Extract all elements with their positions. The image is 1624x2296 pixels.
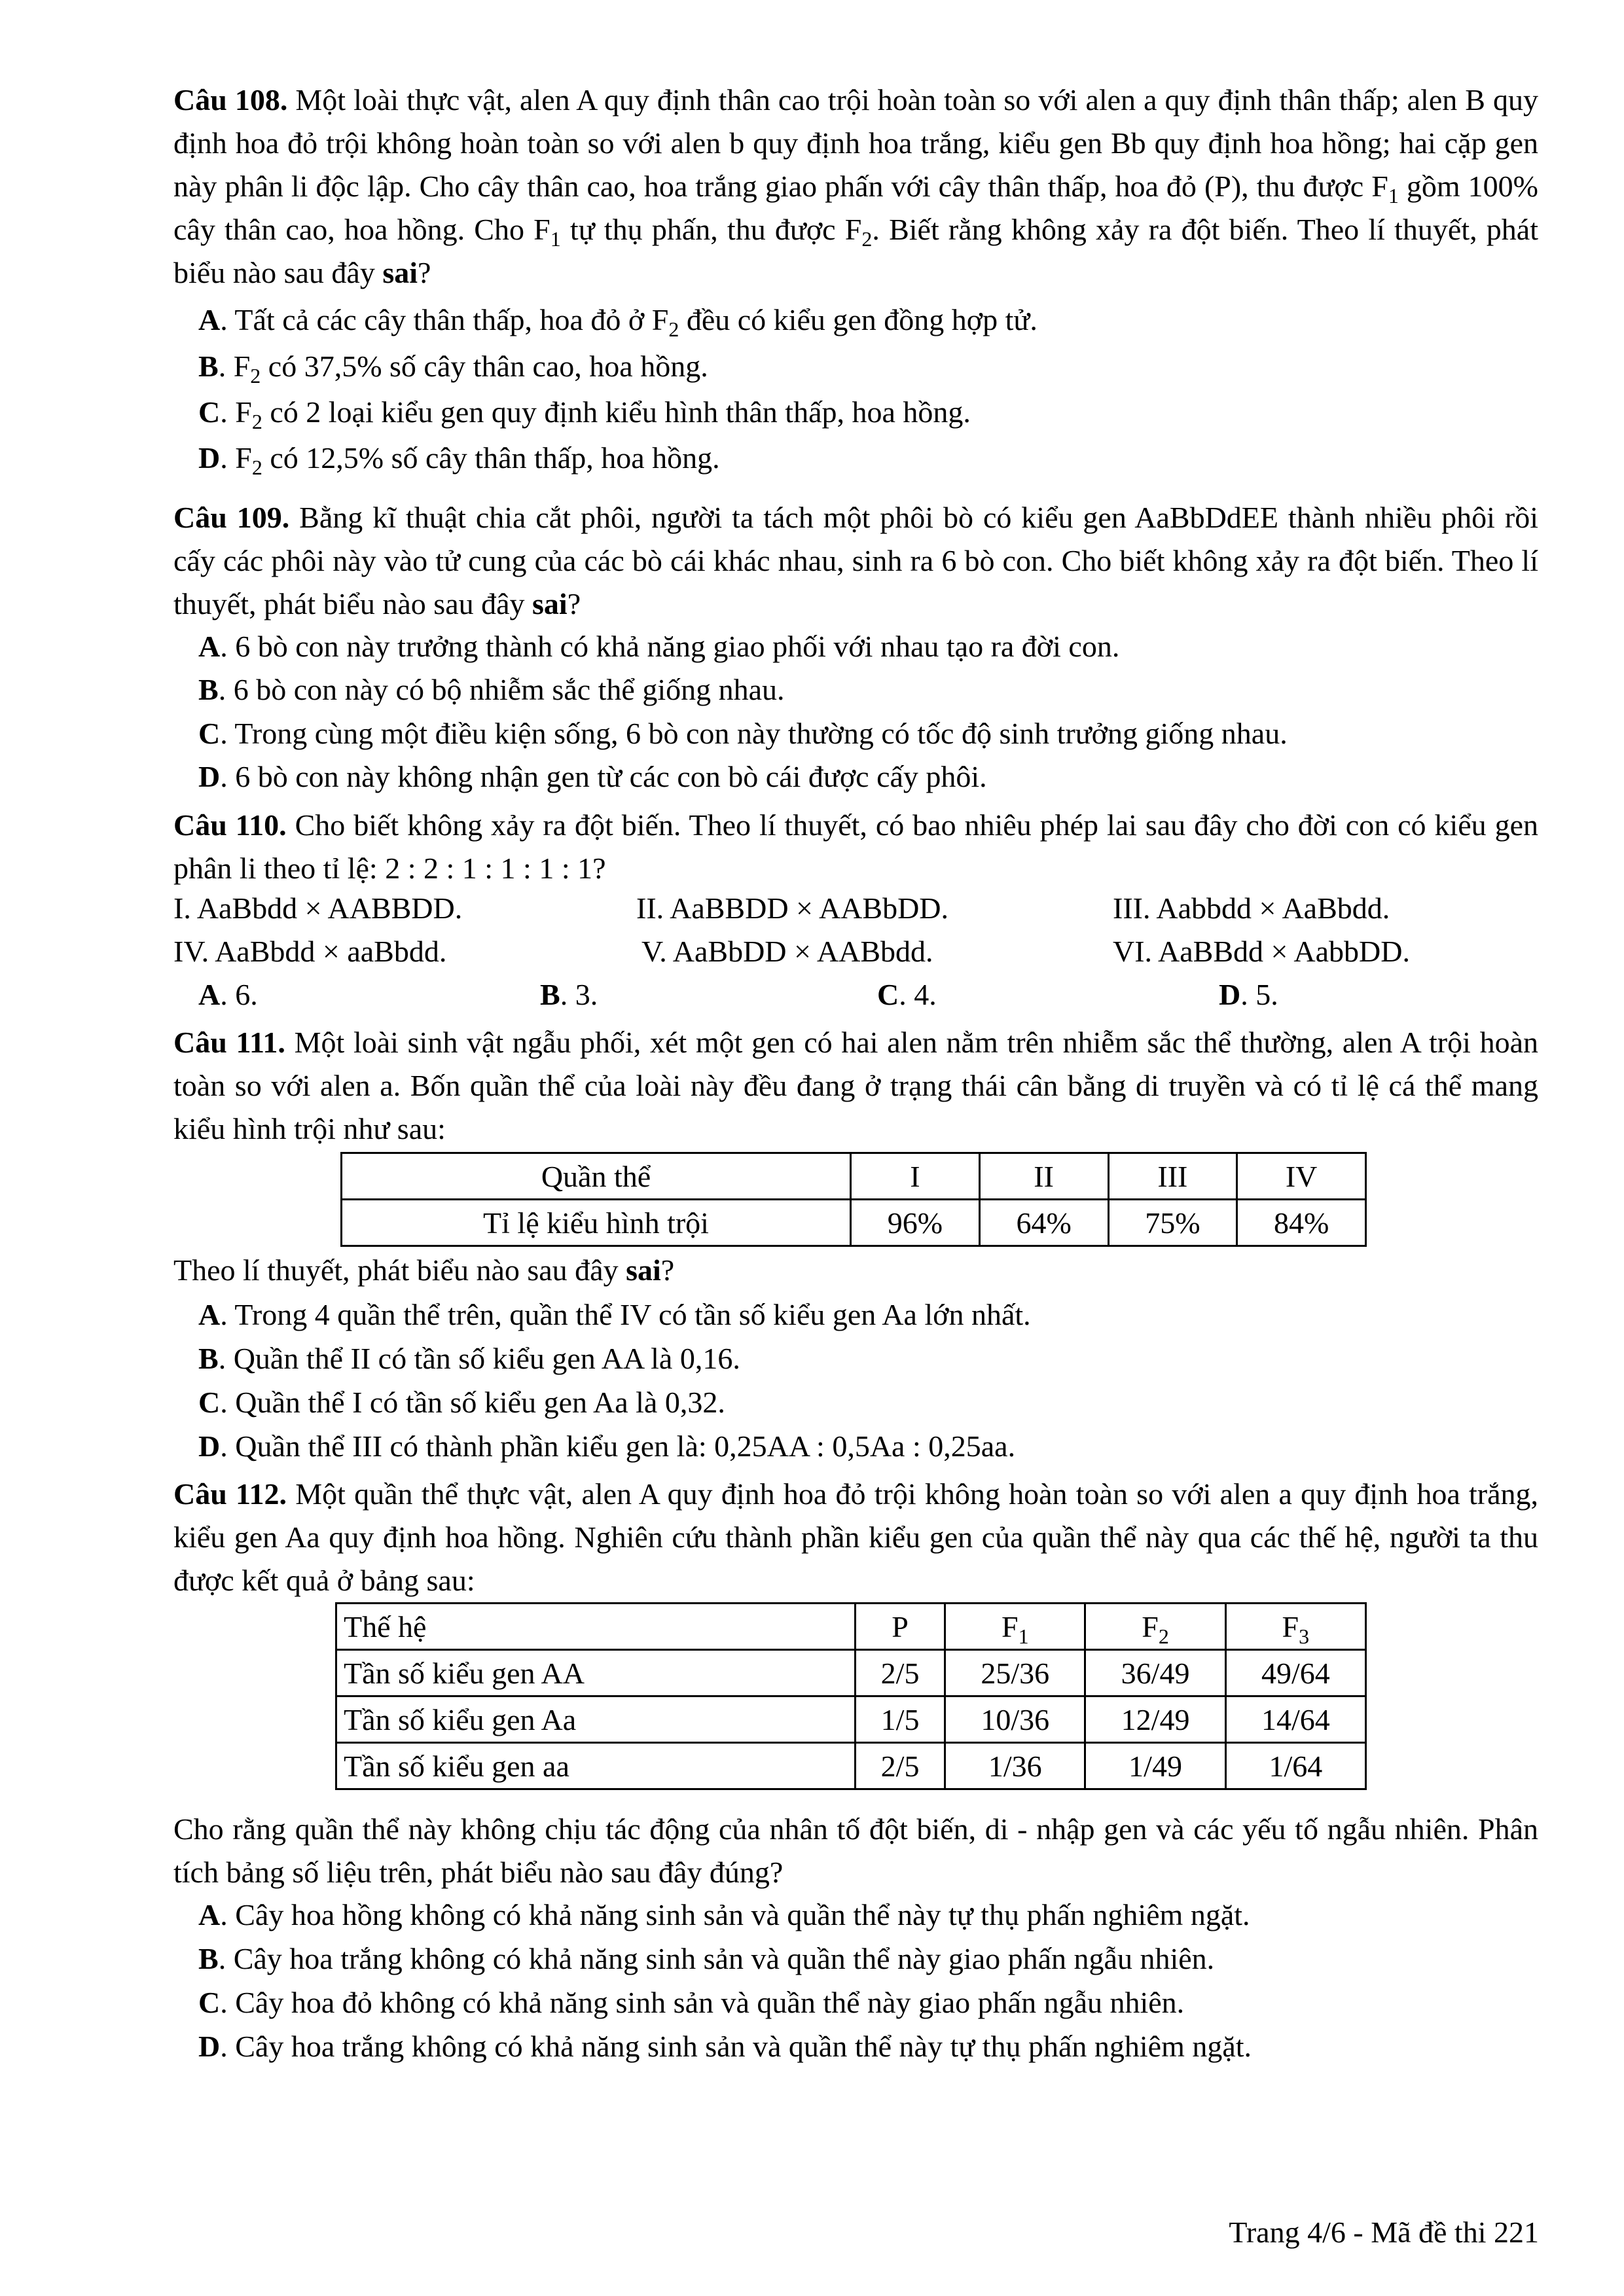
question-110-option-d[interactable] <box>1219 973 1278 1016</box>
option-text: . Quần thể I có tần số kiểu gen Aa là 0,32. <box>220 1386 725 1419</box>
cross-4: IV. AaBbdd × aaBbdd. <box>173 935 447 968</box>
option-letter: D <box>198 1429 221 1463</box>
subscript: 2 <box>251 410 262 433</box>
question-108-option-d[interactable] <box>198 437 720 480</box>
question-111-stem <box>173 1021 1538 1151</box>
option-text-2: đều có kiểu gen đồng hợp tử. <box>679 303 1038 336</box>
table-cell: 10/36 <box>945 1696 1085 1743</box>
option-letter: B <box>540 978 560 1011</box>
header-f: F <box>1001 1609 1019 1643</box>
question-111-option-c[interactable] <box>198 1381 725 1424</box>
table-header-cell: P <box>856 1604 945 1650</box>
question-109-option-d[interactable] <box>198 755 987 798</box>
option-letter: C <box>877 978 899 1011</box>
question-110-option-c[interactable] <box>877 973 937 1016</box>
option-text: . Tất cả các cây thân thấp, hoa đỏ ở F <box>220 303 669 336</box>
question-112-option-d[interactable] <box>198 2025 1252 2068</box>
table-cell: Tỉ lệ kiểu hình trội <box>342 1200 851 1246</box>
question-112-option-b[interactable] <box>198 1937 1214 1981</box>
question-109-option-a[interactable] <box>198 625 1119 668</box>
genotype-frequency-table <box>335 1602 1367 1790</box>
table-header-row <box>336 1604 1366 1650</box>
table-cell: 84% <box>1237 1200 1366 1246</box>
question-108-text-2: gồm 100% cây thân cao, hoa hồng. Cho F <box>173 170 1538 246</box>
question-109-stem <box>173 496 1538 626</box>
option-letter: C <box>198 717 221 750</box>
table-cell: 1/49 <box>1085 1743 1225 1789</box>
table-cell: 25/36 <box>945 1650 1085 1696</box>
table-cell: 75% <box>1108 1200 1237 1246</box>
question-112-prompt: Cho rằng quần thể này không chịu tác động của nhân tố đột biến, di - nhập gen và các yếu tố ngẫu nhiên. Phân tích bảng số liệu trên, phát biểu nào sau đây đúng? <box>173 1812 1538 1889</box>
question-108-option-b[interactable] <box>198 345 708 388</box>
option-text: . 4. <box>899 978 937 1011</box>
question-110-title: Câu 110. <box>173 808 287 842</box>
question-109-title: Câu 109. <box>173 501 290 534</box>
table-row <box>336 1743 1366 1789</box>
table-header-cell: IV <box>1237 1153 1366 1200</box>
table-cell: 1/64 <box>1225 1743 1365 1789</box>
question-108-text-3: tự thụ phấn, thu được F <box>560 213 862 246</box>
table-cell: 96% <box>851 1200 980 1246</box>
question-109-option-b[interactable] <box>198 668 785 711</box>
option-text: . F <box>220 395 252 429</box>
table-cell: 14/64 <box>1225 1696 1365 1743</box>
question-112-stem <box>173 1473 1538 1602</box>
option-letter: B <box>198 350 219 383</box>
option-letter: D <box>198 441 221 475</box>
page-footer: Trang 4/6 - Mã đề thi 221 <box>1229 2215 1539 2249</box>
emphasis-sai: sai <box>532 587 568 620</box>
question-108-text: Một loài thực vật, alen A quy định thân cao trội hoàn toàn so với alen a quy định thân thấp; alen B quy định hoa đỏ trội không hoàn toàn so với alen b quy định hoa trắng, kiểu gen Bb quy định hoa hồng; hai cặp gen này phân li độc lập. Cho cây thân cao, hoa trắng giao phấn với cây thân thấp, hoa đỏ (P), thu được F <box>173 83 1538 203</box>
question-110-option-b[interactable] <box>540 973 598 1016</box>
question-mark: ? <box>567 587 581 620</box>
option-text: . 6. <box>220 978 258 1011</box>
table-cell: 36/49 <box>1085 1650 1225 1696</box>
subscript: 2 <box>861 227 873 251</box>
prompt-text: Theo lí thuyết, phát biểu nào sau đây <box>173 1253 626 1287</box>
option-text: . Quần thể III có thành phần kiểu gen là: 0,25AA : 0,5Aa : 0,25aa. <box>220 1429 1016 1463</box>
option-text: . Quần thể II có tần số kiểu gen AA là 0,16. <box>218 1342 740 1375</box>
table-header-cell: I <box>851 1153 980 1200</box>
cross-2: II. AaBBDD × AABbDD. <box>636 891 949 925</box>
option-letter: B <box>198 1942 219 1975</box>
option-text: . Cây hoa đỏ không có khả năng sinh sản và quần thể này giao phấn ngẫu nhiên. <box>220 1986 1185 2019</box>
option-letter: C <box>198 1386 221 1419</box>
question-108-option-a[interactable] <box>198 298 1038 342</box>
table-cell: 1/5 <box>856 1696 945 1743</box>
option-text: . Trong cùng một điều kiện sống, 6 bò con này thường có tốc độ sinh trưởng giống nhau. <box>220 717 1288 750</box>
option-text: . Cây hoa hồng không có khả năng sinh sản và quần thể này tự thụ phấn nghiêm ngặt. <box>220 1898 1250 1931</box>
subscript: 2 <box>250 364 261 387</box>
question-108-title: Câu 108. <box>173 83 288 117</box>
question-109-text: Bằng kĩ thuật chia cắt phôi, người ta tách một phôi bò có kiểu gen AaBbDdEE thành nhiều phôi rồi cấy các phôi này vào tử cung của các bò cái khác nhau, sinh ra 6 bò con. Cho biết không xảy ra đột biến. Theo lí thuyết, phát biểu nào sau đây <box>173 501 1538 620</box>
option-letter: D <box>1219 978 1241 1011</box>
option-text: . 3. <box>560 978 598 1011</box>
option-letter: A <box>198 630 221 663</box>
table-cell: Tần số kiểu gen AA <box>336 1650 856 1696</box>
emphasis-sai: sai <box>626 1253 661 1287</box>
subscript: 1 <box>550 227 561 251</box>
question-108-stem <box>173 79 1538 295</box>
table-header-cell: II <box>979 1153 1108 1200</box>
option-text-2: có 2 loại kiểu gen quy định kiểu hình thân thấp, hoa hồng. <box>262 395 971 429</box>
question-110-text: Cho biết không xảy ra đột biến. Theo lí thuyết, có bao nhiêu phép lai sau đây cho đời con có kiểu gen phân li theo tỉ lệ: 2 : 2 : 1 : 1 : 1 : 1? <box>173 808 1538 885</box>
option-text-2: có 37,5% số cây thân cao, hoa hồng. <box>261 350 708 383</box>
question-110-option-a[interactable] <box>198 973 258 1016</box>
table-header-cell <box>1085 1604 1225 1650</box>
question-110-stem <box>173 804 1538 890</box>
option-text: . Cây hoa trắng không có khả năng sinh sản và quần thể này giao phấn ngẫu nhiên. <box>218 1942 1215 1975</box>
table-cell: 12/49 <box>1085 1696 1225 1743</box>
option-letter: C <box>198 395 221 429</box>
table-row <box>336 1650 1366 1696</box>
cross-1: I. AaBbdd × AABBDD. <box>173 891 463 925</box>
header-f: F <box>1282 1609 1299 1643</box>
subscript: 2 <box>668 317 679 341</box>
question-111-option-a[interactable] <box>198 1293 1031 1336</box>
header-f: F <box>1142 1609 1159 1643</box>
table-cell: Tần số kiểu gen aa <box>336 1743 856 1789</box>
option-text: . 5. <box>1240 978 1278 1011</box>
question-112-option-a[interactable] <box>198 1893 1250 1937</box>
table-cell: 2/5 <box>856 1650 945 1696</box>
option-letter: C <box>198 1986 221 2019</box>
cross-3: III. Aabbdd × AaBbdd. <box>1113 891 1390 925</box>
option-text: . 6 bò con này không nhận gen từ các con bò cái được cấy phôi. <box>220 760 987 793</box>
option-text: . F <box>220 441 252 475</box>
option-text: . Cây hoa trắng không có khả năng sinh sản và quần thể này tự thụ phấn nghiêm ngặt. <box>220 2030 1252 2063</box>
table-row <box>336 1696 1366 1743</box>
option-letter: B <box>198 1342 219 1375</box>
question-109-option-c[interactable] <box>198 712 1288 755</box>
question-111-option-b[interactable] <box>198 1337 740 1380</box>
cross-6: VI. AaBBdd × AabbDD. <box>1113 935 1410 968</box>
subscript: 1 <box>1388 184 1399 207</box>
dominant-phenotype-table <box>340 1152 1367 1247</box>
table-row <box>342 1200 1366 1246</box>
question-111-option-d[interactable] <box>198 1425 1015 1468</box>
option-text: . F <box>218 350 251 383</box>
table-cell: 49/64 <box>1225 1650 1365 1696</box>
cross-5: V. AaBbDD × AABbdd. <box>641 935 933 968</box>
question-108-text-4: . Biết rằng không xảy ra đột biến. Theo lí thuyết, phát biểu nào sau đây <box>173 213 1538 289</box>
question-108-option-c[interactable] <box>198 391 971 434</box>
table-cell: 64% <box>979 1200 1108 1246</box>
subscript: 3 <box>1299 1624 1310 1648</box>
table-cell: 2/5 <box>856 1743 945 1789</box>
option-letter: A <box>198 978 221 1011</box>
question-112-text: Một quần thể thực vật, alen A quy định hoa đỏ trội không hoàn toàn so với alen a quy định hoa trắng, kiểu gen Aa quy định hoa hồng. Nghiên cứu thành phần kiểu gen của quần thể này qua các thế hệ, người ta thu được kết quả ở bảng sau: <box>173 1477 1539 1597</box>
question-111-prompt <box>173 1249 674 1292</box>
option-letter: B <box>198 673 219 706</box>
option-letter: A <box>198 1898 221 1931</box>
table-cell: Tần số kiểu gen Aa <box>336 1696 856 1743</box>
subscript: 1 <box>1018 1624 1029 1648</box>
option-text: . 6 bò con này có bộ nhiễm sắc thể giống nhau. <box>218 673 785 706</box>
table-header-cell: Quần thể <box>342 1153 851 1200</box>
question-111-title: Câu 111. <box>173 1026 285 1059</box>
table-header-row <box>342 1153 1366 1200</box>
table-header-cell <box>1225 1604 1365 1650</box>
question-112-option-c[interactable] <box>198 1981 1184 2024</box>
subscript: 2 <box>251 456 262 479</box>
option-letter: D <box>198 760 221 793</box>
option-letter: A <box>198 1298 221 1331</box>
option-text: . 6 bò con này trưởng thành có khả năng giao phối với nhau tạo ra đời con. <box>220 630 1120 663</box>
question-111-text: Một loài sinh vật ngẫu phối, xét một gen có hai alen nằm trên nhiễm sắc thể thường, alen A trội hoàn toàn so với alen a. Bốn quần thể của loài này đều đang ở trạng thái cân bằng di truyền và có tỉ lệ cá thể mang kiểu hình trội như sau: <box>173 1026 1538 1145</box>
table-header-cell <box>945 1604 1085 1650</box>
question-mark: ? <box>660 1253 675 1287</box>
question-112-title: Câu 112. <box>173 1477 287 1511</box>
table-header-cell: Thế hệ <box>336 1604 856 1650</box>
option-text-2: có 12,5% số cây thân thấp, hoa hồng. <box>262 441 720 475</box>
subscript: 2 <box>1158 1624 1169 1648</box>
emphasis-sai: sai <box>382 256 418 289</box>
option-letter: A <box>198 303 221 336</box>
option-letter: D <box>198 2030 221 2063</box>
option-text: . Trong 4 quần thể trên, quần thể IV có tần số kiểu gen Aa lớn nhất. <box>220 1298 1031 1331</box>
question-mark: ? <box>418 256 431 289</box>
table-header-cell: III <box>1108 1153 1237 1200</box>
table-cell: 1/36 <box>945 1743 1085 1789</box>
